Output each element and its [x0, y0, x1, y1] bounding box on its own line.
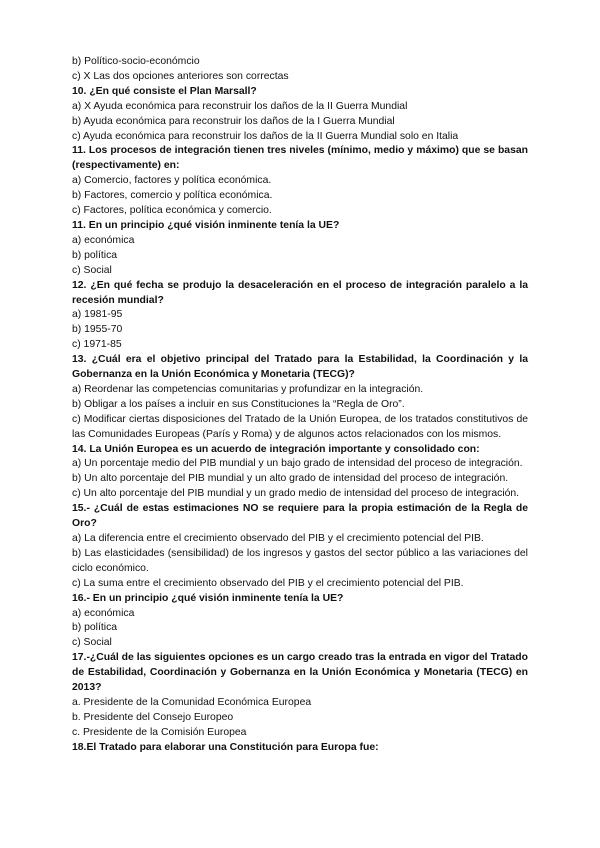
question: 15.- ¿Cuál de estas estimaciones NO se requiere para la propia estimación de la Regla de Oro? [72, 503, 528, 530]
answer-option: c. Presidente de la Comisión Europea [72, 726, 247, 738]
answer-option: a) económica [72, 234, 135, 246]
answer-option: c) 1971-85 [72, 339, 122, 351]
question: 10. ¿En qué consiste el Plan Marsall? [72, 85, 257, 97]
answer-option: a) 1981-95 [72, 309, 123, 321]
answer-option: b) política [72, 249, 118, 261]
answer-option: a) La diferencia entre el crecimiento observado del PIB y el crecimiento potencial del PIB. [72, 533, 484, 544]
question: 12. ¿En qué fecha se produjo la desaceleración en el proceso de integración paralelo a la recesión mundial? [72, 279, 528, 306]
question: 13. ¿Cuál era el objetivo principal del Tratado para la Estabilidad, la Coordinación y la Gobernanza en la Unión Económica y Monetaria (TECG)? [72, 354, 528, 381]
answer-option: c) Social [72, 264, 112, 276]
answer-option: c) Modificar ciertas disposiciones del Tratado de la Unión Europea, de los tratados constitutivos de las Comunidades Europeas (París y Roma) y de algunos actos relacionados con los mismos. [72, 413, 528, 440]
question: 17.-¿Cuál de las siguientes opciones es un cargo creado tras la entrada en vigor del Tratado de Estabilidad, Coordinación y Gobernanza en la Unión Económica y Monetaria (TECG) en 2013? [72, 652, 528, 694]
answer-option: b. Presidente del Consejo Europeo [72, 711, 234, 723]
answer-option: a) económica [72, 607, 135, 619]
answer-option: c) Un alto porcentaje del PIB mundial y un grado medio de intensidad del proceso de integración. [72, 488, 520, 500]
answer-option: a) X Ayuda económica para reconstruir los daños de la II Guerra Mundial [72, 100, 408, 112]
question: 11. Los procesos de integración tienen tres niveles (mínimo, medio y máximo) que se basan (respectivamente) en: [72, 145, 528, 172]
answer-option: a. Presidente de la Comunidad Económica Europea [72, 696, 312, 708]
document-page [72, 55, 528, 756]
question: 14. La Unión Europea es un acuerdo de integración importante y consolidado con: [72, 443, 480, 455]
answer-option: b) política [72, 622, 118, 634]
answer-option: a) Comercio, factores y política económica. [72, 175, 272, 187]
answer-option: c) Social [72, 637, 112, 649]
answer-option: b) Obligar a los países a incluir en sus Constituciones la “Regla de Oro”. [72, 398, 405, 410]
answer-option: c) Ayuda económica para reconstruir los daños de la II Guerra Mundial solo en Italia [72, 130, 459, 142]
answer-option: b) Un alto porcentaje del PIB mundial y un alto grado de intensidad del proceso de integración. [72, 473, 509, 485]
answer-option: c) La suma entre el crecimiento observado del PIB y el crecimiento potencial del PIB. [72, 577, 464, 589]
answer-option: b) Ayuda económica para reconstruir los daños de la I Guerra Mundial [72, 115, 395, 127]
answer-option: b) Político-socio-económcio [72, 56, 200, 67]
answer-option: b) Las elasticidades (sensibilidad) de los ingresos y gastos del sector público a las variaciones del ciclo económico. [72, 547, 528, 574]
answer-option: b) 1955-70 [72, 324, 123, 336]
answer-option: b) Factores, comercio y política económica. [72, 190, 273, 202]
answer-option: a) Un porcentaje medio del PIB mundial y un bajo grado de intensidad del proceso de integración. [72, 458, 523, 470]
question: 18.El Tratado para elaborar una Constitución para Europa fue: [72, 741, 379, 753]
answer-option: c) Factores, política económica y comercio. [72, 205, 272, 217]
answer-option: c) X Las dos opciones anteriores son correctas [72, 70, 289, 82]
answer-option: a) Reordenar las competencias comunitarias y profundizar en la integración. [72, 383, 424, 395]
question: 11. En un principio ¿qué visión inminente tenía la UE? [72, 219, 340, 231]
question: 16.- En un principio ¿qué visión inminente tenía la UE? [72, 592, 344, 604]
